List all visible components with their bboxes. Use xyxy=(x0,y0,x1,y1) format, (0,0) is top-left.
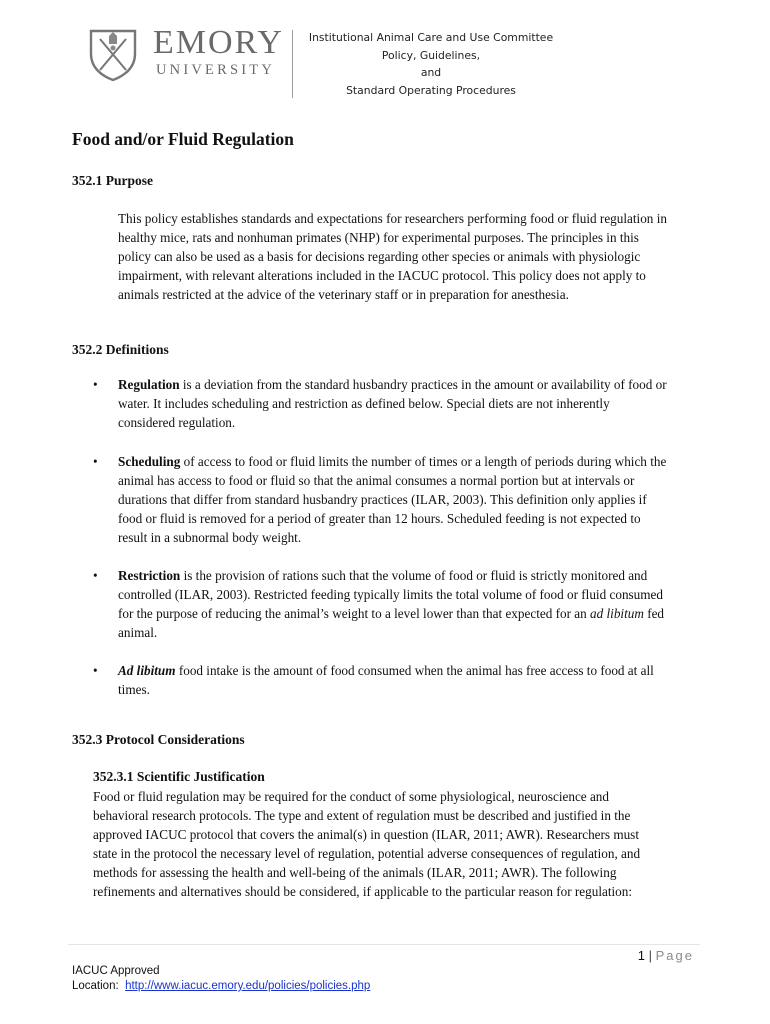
bullet-icon: • xyxy=(93,568,98,583)
footer-divider xyxy=(68,944,700,945)
document-header xyxy=(0,0,770,110)
protocol-paragraph xyxy=(93,787,708,901)
text-line: Regulation is a deviation from the standard husbandry practices in the amount or availability of food or xyxy=(118,377,667,392)
text-line: refinements and alternatives should be considered, if applicable to the particular reason for regulation: xyxy=(93,884,633,899)
term: Regulation xyxy=(118,377,180,392)
text-line: state in the protocol the necessary level of regulation, potential adverse consequences of regulation, and xyxy=(93,846,641,861)
header-line: Policy, Guidelines, xyxy=(381,48,481,62)
definition-scheduling xyxy=(118,452,703,547)
header-line: and xyxy=(420,66,442,79)
inline-italic: ad libitum xyxy=(590,606,644,621)
term: Ad libitum xyxy=(118,663,176,678)
text-line: result in a subnormal body weight. xyxy=(118,530,302,545)
text-line: for the purpose of reducing the animal’s weight to a level lower than that expected for an ad libitum fed xyxy=(118,606,665,621)
section-heading-definitions: 352.2 Definitions xyxy=(72,342,169,357)
footer-location: Location: http://www.iacuc.emory.edu/policies/policies.php xyxy=(72,980,371,992)
header-line: Standard Operating Procedures xyxy=(346,83,516,97)
text-line: animal has access to food or fluid so that the animal consumes a normal portion but at intervals or xyxy=(118,473,635,488)
text-line: methods for assessing the health and well-being of the animals (ILAR, 2011; AWR). The following xyxy=(93,865,617,880)
page-number: 1 | Page xyxy=(637,948,694,963)
text-line: behavioral research protocols. The type and extent of regulation must be described and justified in the xyxy=(93,808,631,823)
section-heading-protocol: 352.3 Protocol Considerations xyxy=(72,732,245,747)
footer-approved: IACUC Approved xyxy=(72,965,160,977)
text-line: Food or fluid regulation may be required for the conduct of some physiological, neuroscience and xyxy=(93,789,609,804)
text-line: durations that differ from standard husbandry practices (ILAR, 2003). This definition only applies if xyxy=(118,492,647,507)
term: Restriction xyxy=(118,568,181,583)
definition-restriction xyxy=(118,566,703,642)
text-line: Ad libitum food intake is the amount of food consumed when the animal has free access to food at all xyxy=(118,663,654,678)
text-line: healthy mice, rats and nonhuman primates (NHP) for experimental purposes. The principles in this xyxy=(118,230,639,245)
logo-wordmark: EMORY xyxy=(153,24,284,61)
header-line: Institutional Animal Care and Use Committee xyxy=(308,31,554,44)
text-line: controlled (ILAR, 2003). Restricted feeding typically limits the total volume of food or fluid consumed xyxy=(118,587,663,602)
document-title: Food and/or Fluid Regulation xyxy=(72,129,294,149)
header-text xyxy=(300,29,562,99)
text-line: considered regulation. xyxy=(118,415,236,430)
bullet-icon: • xyxy=(93,377,98,392)
location-link[interactable]: http://www.iacuc.emory.edu/policies/policies.php xyxy=(125,980,371,992)
section-heading-purpose: 352.1 Purpose xyxy=(72,173,153,188)
definition-ad-libitum xyxy=(118,661,703,699)
bullet-icon: • xyxy=(93,663,98,678)
text-line: This policy establishes standards and expectations for researchers performing food or fluid regulation in xyxy=(118,211,667,226)
emory-shield-logo-icon xyxy=(88,28,138,82)
text-line: animal. xyxy=(118,625,158,640)
purpose-paragraph xyxy=(118,209,708,304)
logo-subtitle: UNIVERSITY xyxy=(156,62,275,78)
text-line: impairment, with relevant alterations included in the IACUC protocol. This policy does not apply to xyxy=(118,268,646,283)
text-line: approved IACUC protocol that covers the animal(s) in question (ILAR, 2011; AWR). Researchers must xyxy=(93,827,639,842)
definition-regulation xyxy=(118,375,703,432)
text-line: animals restricted at the advice of the veterinary staff or in preparation for anesthesia. xyxy=(118,287,569,302)
text-line: policy can also be used as a basis for decisions regarding other species or animals with physiologic xyxy=(118,249,641,264)
term: Scheduling xyxy=(118,454,181,469)
text-line: Restriction is the provision of rations such that the volume of food or fluid is strictly monitored and xyxy=(118,568,648,583)
text-line: food or fluid is removed for a period of greater than 12 hours. Scheduled feeding is not expected to xyxy=(118,511,641,526)
header-divider xyxy=(292,30,293,98)
text-line: water. It includes scheduling and restriction as defined below. Special diets are not inherently xyxy=(118,396,610,411)
text-line: times. xyxy=(118,682,150,697)
bullet-icon: • xyxy=(93,454,98,469)
subsection-heading-scientific-justification: 352.3.1 Scientific Justification xyxy=(93,769,265,784)
text-line: Scheduling of access to food or fluid limits the number of times or a length of periods during which the xyxy=(118,454,667,469)
